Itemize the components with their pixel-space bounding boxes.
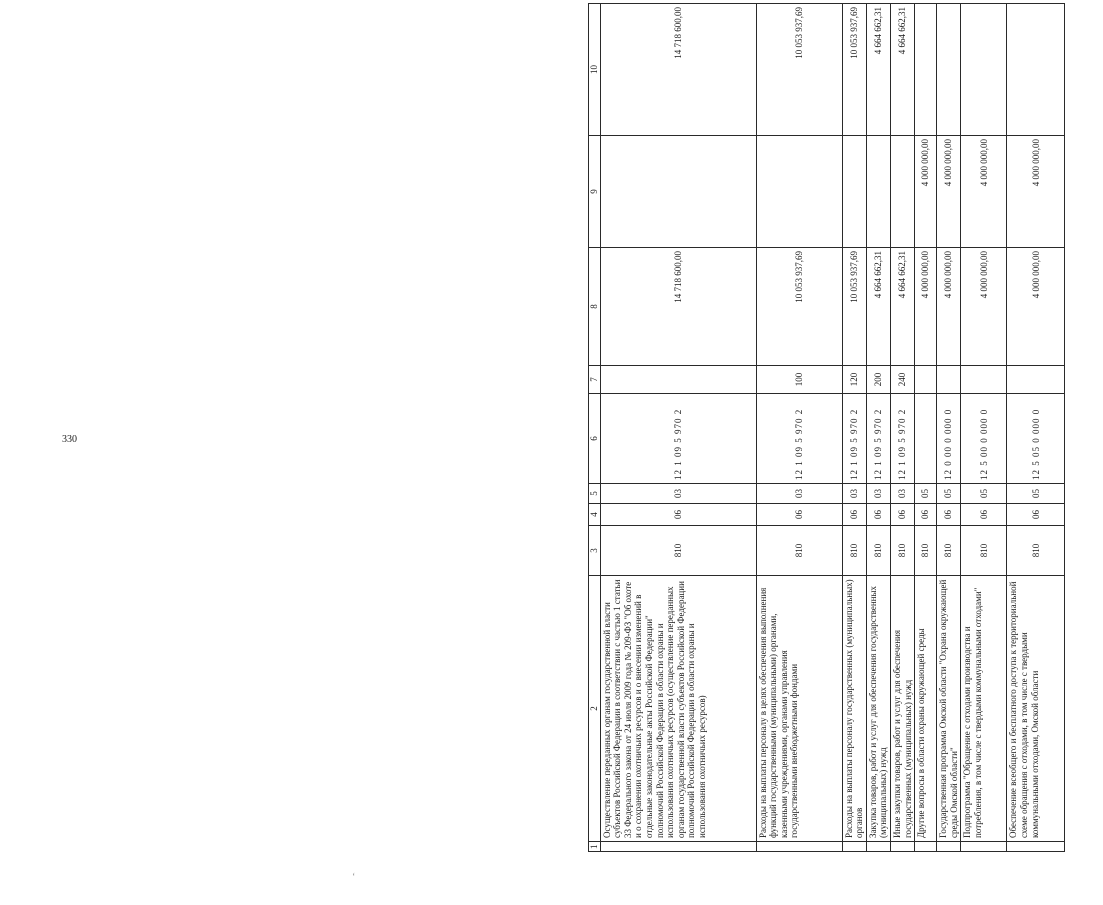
amount-cell: 4 000 000,00 [937, 136, 961, 248]
code-cell-c5: 05 [1007, 484, 1065, 504]
code-cell-c3: 810 [890, 526, 914, 576]
amount-cell [600, 136, 756, 248]
amount-cell [842, 136, 866, 248]
header-cell-3: 3 [589, 526, 601, 576]
code-cell-c3: 810 [1007, 526, 1065, 576]
row-spacer-cell [866, 842, 890, 852]
amount-cell: 4 664 662,31 [866, 248, 890, 366]
header-cell-5: 5 [589, 484, 601, 504]
code-cell-c4: 06 [866, 504, 890, 526]
table-row [842, 4, 866, 852]
row-name-cell: Обеспечение всеобщего и бесплатного доступа к территориальной схеме обращения с отходами, в том числе с твердыми коммунальными отходами, Омской области [1007, 576, 1065, 842]
target-code-cell [915, 394, 937, 484]
header-cell-9: 9 [589, 136, 601, 248]
page-number: 330 [62, 434, 77, 445]
scan-mark: ʻ [352, 872, 356, 883]
code-cell-c7 [937, 366, 961, 394]
amount-cell: 10 053 937,69 [842, 4, 866, 136]
code-cell-c7: 200 [866, 366, 890, 394]
amount-cell: 4 000 000,00 [961, 136, 1007, 248]
row-name-cell: Закупка товаров, работ и услуг для обеспечения государственных (муниципальных) нужд [866, 576, 890, 842]
code-cell-c5: 03 [866, 484, 890, 504]
amount-cell [866, 136, 890, 248]
row-name-cell: Расходы на выплаты персоналу государственных (муниципальных) органов [842, 576, 866, 842]
target-code-cell: 12 5 00 0 000 0 [961, 394, 1007, 484]
row-name-cell: Осуществление переданных органам государственной власти субъектов Российской Федерации в соответствии с частью 1 статьи 33 Федерального закона от 24 июля 2009 года № 209-ФЗ "Об охоте и о сохранении охотничьих ресурсов и о внесении изменений в отдельные законодательные акты Российской Федерации" полномочий Российской Федерации в области охраны и использования охотничьих ресурсов (осуществление переданных органам государственной власти субъектов Российской Федерации полномочий Российской Федерации в области охраны и использования охотничьих ресурсов) [600, 576, 756, 842]
amount-cell: 10 053 937,69 [842, 248, 866, 366]
amount-cell [915, 4, 937, 136]
table-row [915, 4, 937, 852]
rotated-table-container [588, 4, 1103, 852]
code-cell-c5: 03 [890, 484, 914, 504]
code-cell-c3: 810 [937, 526, 961, 576]
table-row [890, 4, 914, 852]
code-cell-c7: 100 [756, 366, 842, 394]
amount-cell: 4 000 000,00 [915, 136, 937, 248]
row-spacer-cell [937, 842, 961, 852]
header-cell-6: 6 [589, 394, 601, 484]
header-cell-1: 1 [589, 842, 601, 852]
amount-cell: 4 000 000,00 [1007, 248, 1065, 366]
row-spacer-cell [842, 842, 866, 852]
code-cell-c3: 810 [961, 526, 1007, 576]
code-cell-c7 [915, 366, 937, 394]
amount-cell: 14 718 600,00 [600, 4, 756, 136]
target-code-cell: 12 5 05 0 000 0 [1007, 394, 1065, 484]
table-row [866, 4, 890, 852]
code-cell-c3: 810 [842, 526, 866, 576]
code-cell-c5: 05 [937, 484, 961, 504]
code-cell-c4: 06 [842, 504, 866, 526]
code-cell-c5: 03 [842, 484, 866, 504]
code-cell-c7: 240 [890, 366, 914, 394]
target-code-cell: 12 0 00 0 000 0 [937, 394, 961, 484]
code-cell-c7 [961, 366, 1007, 394]
amount-cell: 4 000 000,00 [937, 248, 961, 366]
code-cell-c5: 05 [915, 484, 937, 504]
row-spacer-cell [961, 842, 1007, 852]
code-cell-c7: 120 [842, 366, 866, 394]
code-cell-c4: 06 [890, 504, 914, 526]
row-spacer-cell [915, 842, 937, 852]
target-code-cell: 12 1 09 5 970 2 [842, 394, 866, 484]
row-name-cell: Расходы на выплаты персоналу в целях обеспечения выполнения функций государственными (муниципальными) органами, казенными учреждениями, органами управления государственными внебюджетными фондами [756, 576, 842, 842]
code-cell-c3: 810 [915, 526, 937, 576]
header-cell-8: 8 [589, 248, 601, 366]
code-cell-c3: 810 [756, 526, 842, 576]
target-code-cell: 12 1 09 5 970 2 [866, 394, 890, 484]
code-cell-c3: 810 [600, 526, 756, 576]
row-name-cell: Иные закупки товаров, работ и услуг для обеспечения государственных (муниципальных) нужд [890, 576, 914, 842]
amount-cell: 4 664 662,31 [866, 4, 890, 136]
row-name-cell: Подпрограмма "Обращение с отходами производства и потребления, в том числе с твердыми коммунальными отходами" [961, 576, 1007, 842]
row-name-cell: Государственная программа Омской области "Охрана окружающей среды Омской области" [937, 576, 961, 842]
code-cell-c7 [600, 366, 756, 394]
table-row [961, 4, 1007, 852]
amount-cell: 14 718 600,00 [600, 248, 756, 366]
table-row [600, 4, 756, 852]
row-spacer-cell [1007, 842, 1065, 852]
target-code-cell: 12 1 09 5 970 2 [890, 394, 914, 484]
amount-cell: 4 664 662,31 [890, 4, 914, 136]
table-row [1007, 4, 1065, 852]
amount-cell: 10 053 937,69 [756, 4, 842, 136]
amount-cell: 4 000 000,00 [1007, 136, 1065, 248]
amount-cell [937, 4, 961, 136]
code-cell-c4: 06 [756, 504, 842, 526]
header-cell-4: 4 [589, 504, 601, 526]
header-cell-2: 2 [589, 576, 601, 842]
amount-cell [1007, 4, 1065, 136]
code-cell-c7 [1007, 366, 1065, 394]
row-spacer-cell [600, 842, 756, 852]
code-cell-c4: 06 [1007, 504, 1065, 526]
code-cell-c4: 06 [600, 504, 756, 526]
header-cell-10: 10 [589, 4, 601, 136]
amount-cell: 4 000 000,00 [961, 248, 1007, 366]
code-cell-c5: 05 [961, 484, 1007, 504]
code-cell-c4: 06 [961, 504, 1007, 526]
table-row [756, 4, 842, 852]
target-code-cell: 12 1 09 5 970 2 [600, 394, 756, 484]
row-name-cell: Другие вопросы в области охраны окружающей среды [915, 576, 937, 842]
header-cell-7: 7 [589, 366, 601, 394]
code-cell-c4: 06 [937, 504, 961, 526]
amount-cell [756, 136, 842, 248]
code-cell-c3: 810 [866, 526, 890, 576]
row-spacer-cell [890, 842, 914, 852]
amount-cell [961, 4, 1007, 136]
amount-cell [890, 136, 914, 248]
amount-cell: 4 664 662,31 [890, 248, 914, 366]
table-row [937, 4, 961, 852]
row-spacer-cell [756, 842, 842, 852]
code-cell-c4: 06 [915, 504, 937, 526]
amount-cell: 4 000 000,00 [915, 248, 937, 366]
code-cell-c5: 03 [600, 484, 756, 504]
budget-table [588, 3, 1065, 852]
code-cell-c5: 03 [756, 484, 842, 504]
target-code-cell: 12 1 09 5 970 2 [756, 394, 842, 484]
header-row [589, 4, 601, 852]
amount-cell: 10 053 937,69 [756, 248, 842, 366]
